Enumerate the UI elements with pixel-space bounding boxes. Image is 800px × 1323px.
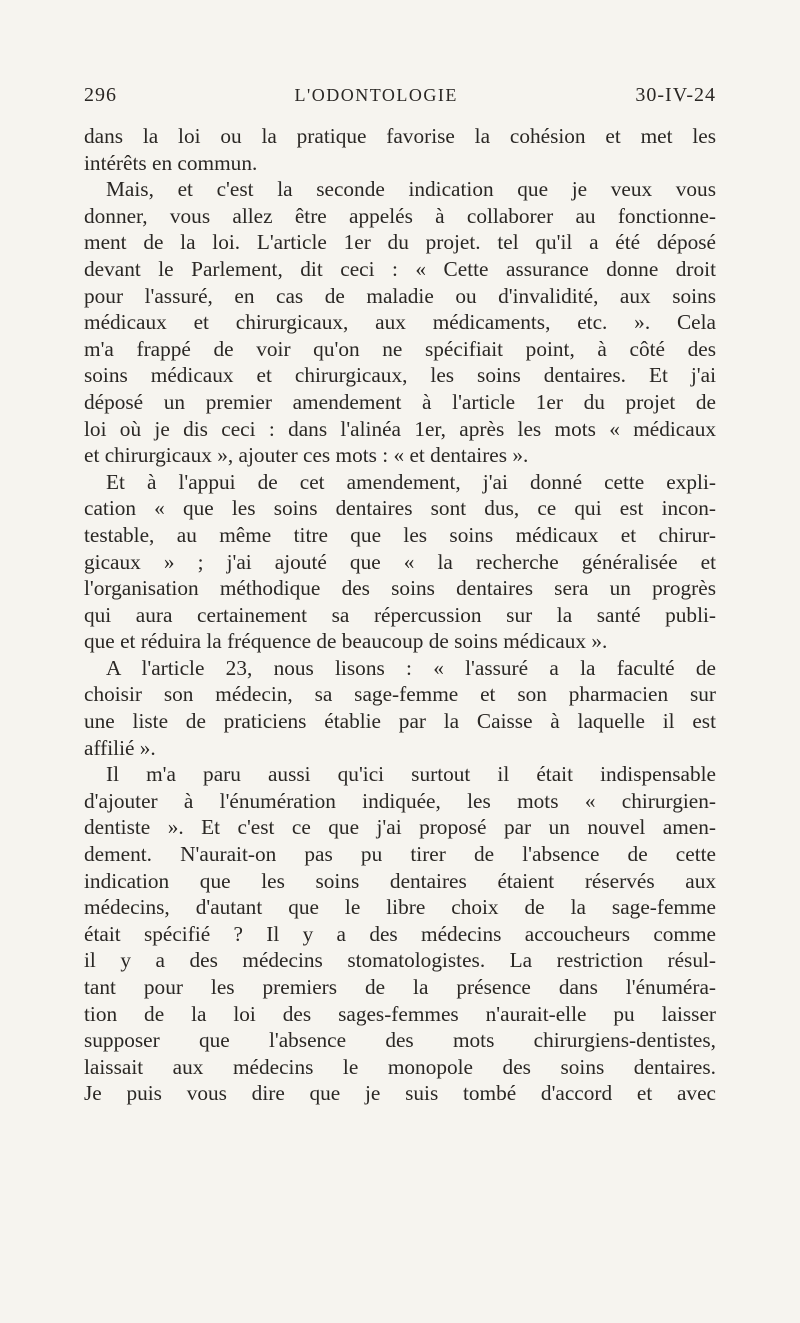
text-line: Et à l'appui de cet amendement, j'ai donné cette expli- [106, 469, 716, 494]
text-line: donner, vous allez être appelés à collaborer au fonctionne- [84, 203, 716, 228]
text-line: une liste de praticiens établie par la Caisse à laquelle il est [84, 709, 716, 734]
text-line: choisir son médecin, sa sage-femme et son pharmacien sur [84, 682, 716, 707]
running-header [84, 84, 716, 107]
text-line: déposé un premier amendement à l'article 1er du projet de [84, 389, 716, 414]
text-line: indication que les soins dentaires étaient réservés aux [84, 868, 716, 893]
text-line: supposer que l'absence des mots chirurgiens-dentistes, [84, 1028, 716, 1053]
text-line: ment de la loi. L'article 1er du projet. tel qu'il a été déposé [84, 230, 716, 255]
journal-title: L'ODONTOLOGIE [294, 85, 458, 105]
text-line: Il m'a paru aussi qu'ici surtout il était indispensable [106, 762, 716, 787]
text-line: qui aura certainement sa répercussion sur la santé publi- [84, 602, 716, 627]
text-line: tant pour les premiers de la présence dans l'énuméra- [84, 975, 716, 999]
text-line: était spécifié ? Il y a des médecins accoucheurs comme [84, 921, 716, 946]
text-line: que et réduira la fréquence de beaucoup de soins médicaux ». [84, 629, 608, 654]
text-line: l'organisation méthodique des soins dentaires sera un progrès [84, 576, 716, 601]
text-line: testable, au même titre que les soins médicaux et chirur- [84, 522, 716, 547]
text-line: Je puis vous dire que je suis tombé d'accord et avec [84, 1081, 716, 1106]
text-line: dentiste ». Et c'est ce que j'ai proposé par un nouvel amen- [84, 815, 716, 840]
text-line: il y a des médecins stomatologistes. La restriction résul- [84, 948, 716, 973]
text-line: tion de la loi des sages-femmes n'aurait-elle pu laisser [84, 1001, 716, 1026]
text-line: A l'article 23, nous lisons : « l'assuré a la faculté de [106, 655, 716, 680]
page-number: 296 [84, 84, 117, 106]
text-line: d'ajouter à l'énumération indiquée, les mots « chirurgien- [84, 788, 716, 813]
text-line: médicaux et chirurgicaux, aux médicaments, etc. ». Cela [84, 310, 716, 335]
text-line: médecins, d'autant que le libre choix de la sage-femme [84, 895, 716, 920]
text-line: loi où je dis ceci : dans l'alinéa 1er, après les mots « médicaux [84, 416, 716, 441]
text-line: cation « que les soins dentaires sont dus, ce qui est incon- [84, 496, 716, 521]
text-line: laissait aux médecins le monopole des soins dentaires. [84, 1054, 716, 1079]
body-text [84, 123, 716, 1107]
text-line: affilié ». [84, 735, 156, 760]
text-line: pour l'assuré, en cas de maladie ou d'invalidité, aux soins [84, 283, 716, 308]
issue-date: 30-IV-24 [635, 84, 716, 106]
text-line: gicaux » ; j'ai ajouté que « la recherche généralisée et [84, 549, 716, 574]
text-line: soins médicaux et chirurgicaux, les soins dentaires. Et j'ai [84, 363, 716, 388]
text-line: intérêts en commun. [84, 150, 258, 175]
text-line: m'a frappé de voir qu'on ne spécifiait point, à côté des [84, 336, 716, 361]
text-line: Mais, et c'est la seconde indication que je veux vous [106, 177, 716, 202]
text-line: dement. N'aurait-on pas pu tirer de l'absence de cette [84, 842, 716, 867]
text-line: dans la loi ou la pratique favorise la cohésion et met les [84, 124, 716, 148]
text-line: et chirurgicaux », ajouter ces mots : « et dentaires ». [84, 443, 529, 468]
text-line: devant le Parlement, dit ceci : « Cette assurance donne droit [84, 256, 716, 281]
